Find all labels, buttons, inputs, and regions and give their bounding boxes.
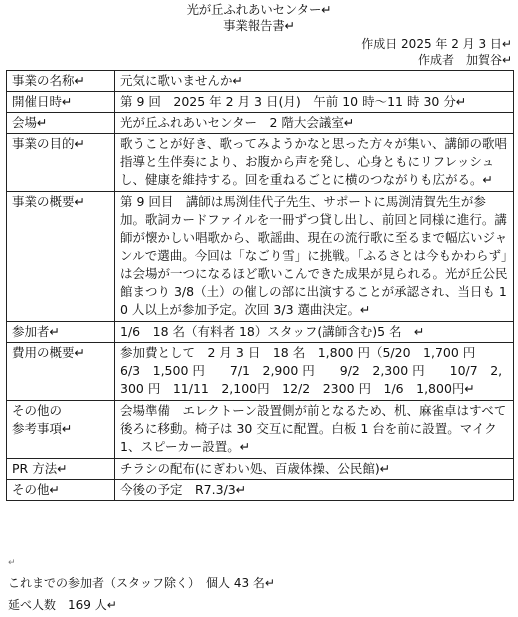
- row-value-venue: 光が丘ふれあいセンター 2 階大会議室↵: [115, 113, 514, 134]
- created-date: 作成日 2025 年 2 月 3 日↵: [361, 37, 512, 51]
- report-title: 事業報告書↵: [223, 18, 295, 33]
- table-row: [7, 192, 514, 322]
- center-name-title: 光が丘ふれあいセンター↵: [186, 2, 332, 17]
- paragraph-mark: ↵: [8, 558, 16, 568]
- row-label-cost: 費用の概要↵: [7, 343, 115, 401]
- table-row: [7, 322, 514, 343]
- row-value-other: 今後の予定 R7.3/3↵: [115, 480, 514, 501]
- author-name: 作成者 加賀谷↵: [417, 53, 512, 67]
- row-label-purpose: 事業の目的↵: [7, 134, 115, 192]
- row-label-event-name: 事業の名称↵: [7, 71, 115, 92]
- table-row: [7, 480, 514, 501]
- row-value-pr: チラシの配布(にぎわい処、百歳体操、公民館)↵: [115, 459, 514, 480]
- row-value-participants: 1/6 18 名（有料者 18）スタッフ(講師含む)5 名 ↵: [115, 322, 514, 343]
- row-label-participants: 参加者↵: [7, 322, 115, 343]
- row-label-overview: 事業の概要↵: [7, 192, 115, 322]
- row-label-notes: その他の 参考事項↵: [7, 401, 115, 459]
- row-label-datetime: 開催日時↵: [7, 92, 115, 113]
- row-label-pr: PR 方法↵: [7, 459, 115, 480]
- table-row: [7, 134, 514, 192]
- table-row: [7, 113, 514, 134]
- row-value-cost: 参加費として 2 月 3 日 18 名 1,800 円（5/20 1,700 円 6/3 1,500 円 7/1 2,900 円 9/2 2,300 円 10/7 2,300 円 11/11 2,100円 12/2 2300 円 1/6 1,800円↵: [115, 343, 514, 401]
- table-row: [7, 459, 514, 480]
- total-participants: これまでの参加者（スタッフ除く） 個人 43 名↵: [8, 576, 275, 590]
- row-label-other: その他↵: [7, 480, 115, 501]
- table-row: [7, 71, 514, 92]
- cumulative-count: 延べ人数 169 人↵: [8, 598, 117, 612]
- row-value-notes: 会場準備 エレクトーン設置側が前となるため、机、麻雀卓はすべて後ろに移動。椅子は 30 交互に配置。白板 1 台を前に設置。マイク 1、スピーカー設置。↵: [115, 401, 514, 459]
- row-value-datetime: 第 9 回 2025 年 2 月 3 日(月) 午前 10 時～11 時 30 分↵: [115, 92, 514, 113]
- row-value-event-name: 元気に歌いませんか↵: [115, 71, 514, 92]
- row-value-overview: 第 9 回目 講師は馬渕佳代子先生、サポートに馬渕清賀先生が参加。歌詞カードファイルを一冊ずつ貸し出し、前回と同様に進行。講師が懐かしい唱歌から、歌謡曲、現在の流行歌に至るまで幅広いジャンルで選曲。今回は「なごり雪」に挑戦。「ふるさとは今もかわらず」は会場が一つになるほど歌いこんできた成果が見られる。光が丘公民館まつり 3/8（土）の催しの部に出演することが承認され、当日も 10 人以上が参加予定。次回 3/3 選曲決定。↵: [115, 192, 514, 322]
- table-row: [7, 401, 514, 459]
- row-label-venue: 会場↵: [7, 113, 115, 134]
- table-row: [7, 343, 514, 401]
- table-row: [7, 92, 514, 113]
- row-value-purpose: 歌うことが好き、歌ってみようかなと思った方々が集い、講師の歌唱指導と生伴奏により、お腹から声を発し、心身ともにリフレッシュし、健康を維持する。回を重ねるごとに横のつながりも広がる。↵: [115, 134, 514, 192]
- report-table: [6, 70, 514, 501]
